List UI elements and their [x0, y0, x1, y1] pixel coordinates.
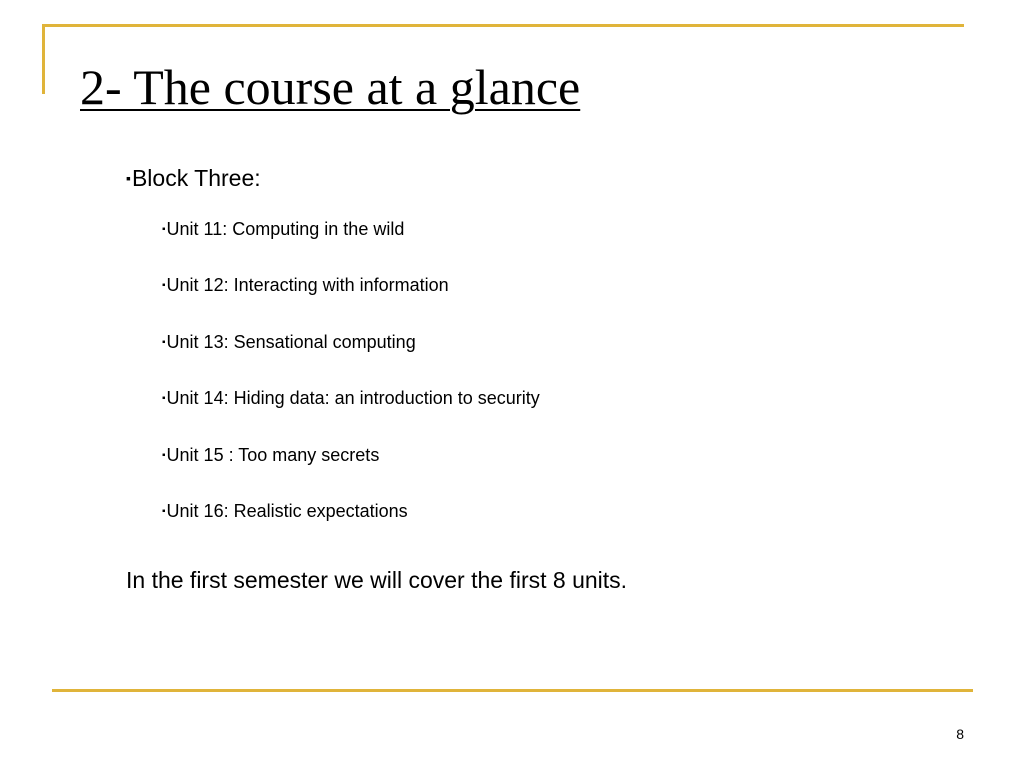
unit-item-16 — [162, 500, 540, 556]
unit-label: Unit 15 : Too many secrets — [166, 444, 380, 465]
block-heading-label: Block Three: — [131, 165, 261, 191]
square-bullet-icon: ▪ — [162, 449, 166, 461]
unit-item-15 — [162, 444, 540, 500]
unit-item-14 — [162, 387, 540, 443]
semester-note: In the first semester we will cover the first 8 units. — [126, 567, 628, 593]
square-bullet-icon: ▪ — [162, 280, 166, 292]
square-bullet-icon: ▪ — [162, 336, 166, 348]
page-number: 8 — [956, 726, 964, 742]
footer-divider — [52, 689, 973, 692]
square-bullet-icon: ▪ — [126, 170, 131, 186]
unit-item-11 — [162, 218, 540, 274]
block-heading — [126, 164, 261, 192]
unit-label: Unit 11: Computing in the wild — [166, 219, 405, 239]
unit-label: Unit 14: Hiding data: an introduction to security — [166, 388, 540, 409]
frame-top-accent — [42, 24, 964, 27]
frame-left-accent — [42, 24, 45, 94]
square-bullet-icon: ▪ — [162, 224, 166, 235]
unit-list — [162, 218, 540, 556]
square-bullet-icon: ▪ — [162, 393, 166, 405]
unit-label: Unit 12: Interacting with information — [166, 275, 449, 296]
unit-item-12 — [162, 274, 540, 330]
unit-item-13 — [162, 331, 540, 387]
unit-label: Unit 16: Realistic expectations — [166, 500, 408, 521]
unit-label: Unit 13: Sensational computing — [166, 331, 416, 352]
square-bullet-icon: ▪ — [162, 505, 166, 517]
slide-title: 2- The course at a glance — [80, 59, 581, 115]
